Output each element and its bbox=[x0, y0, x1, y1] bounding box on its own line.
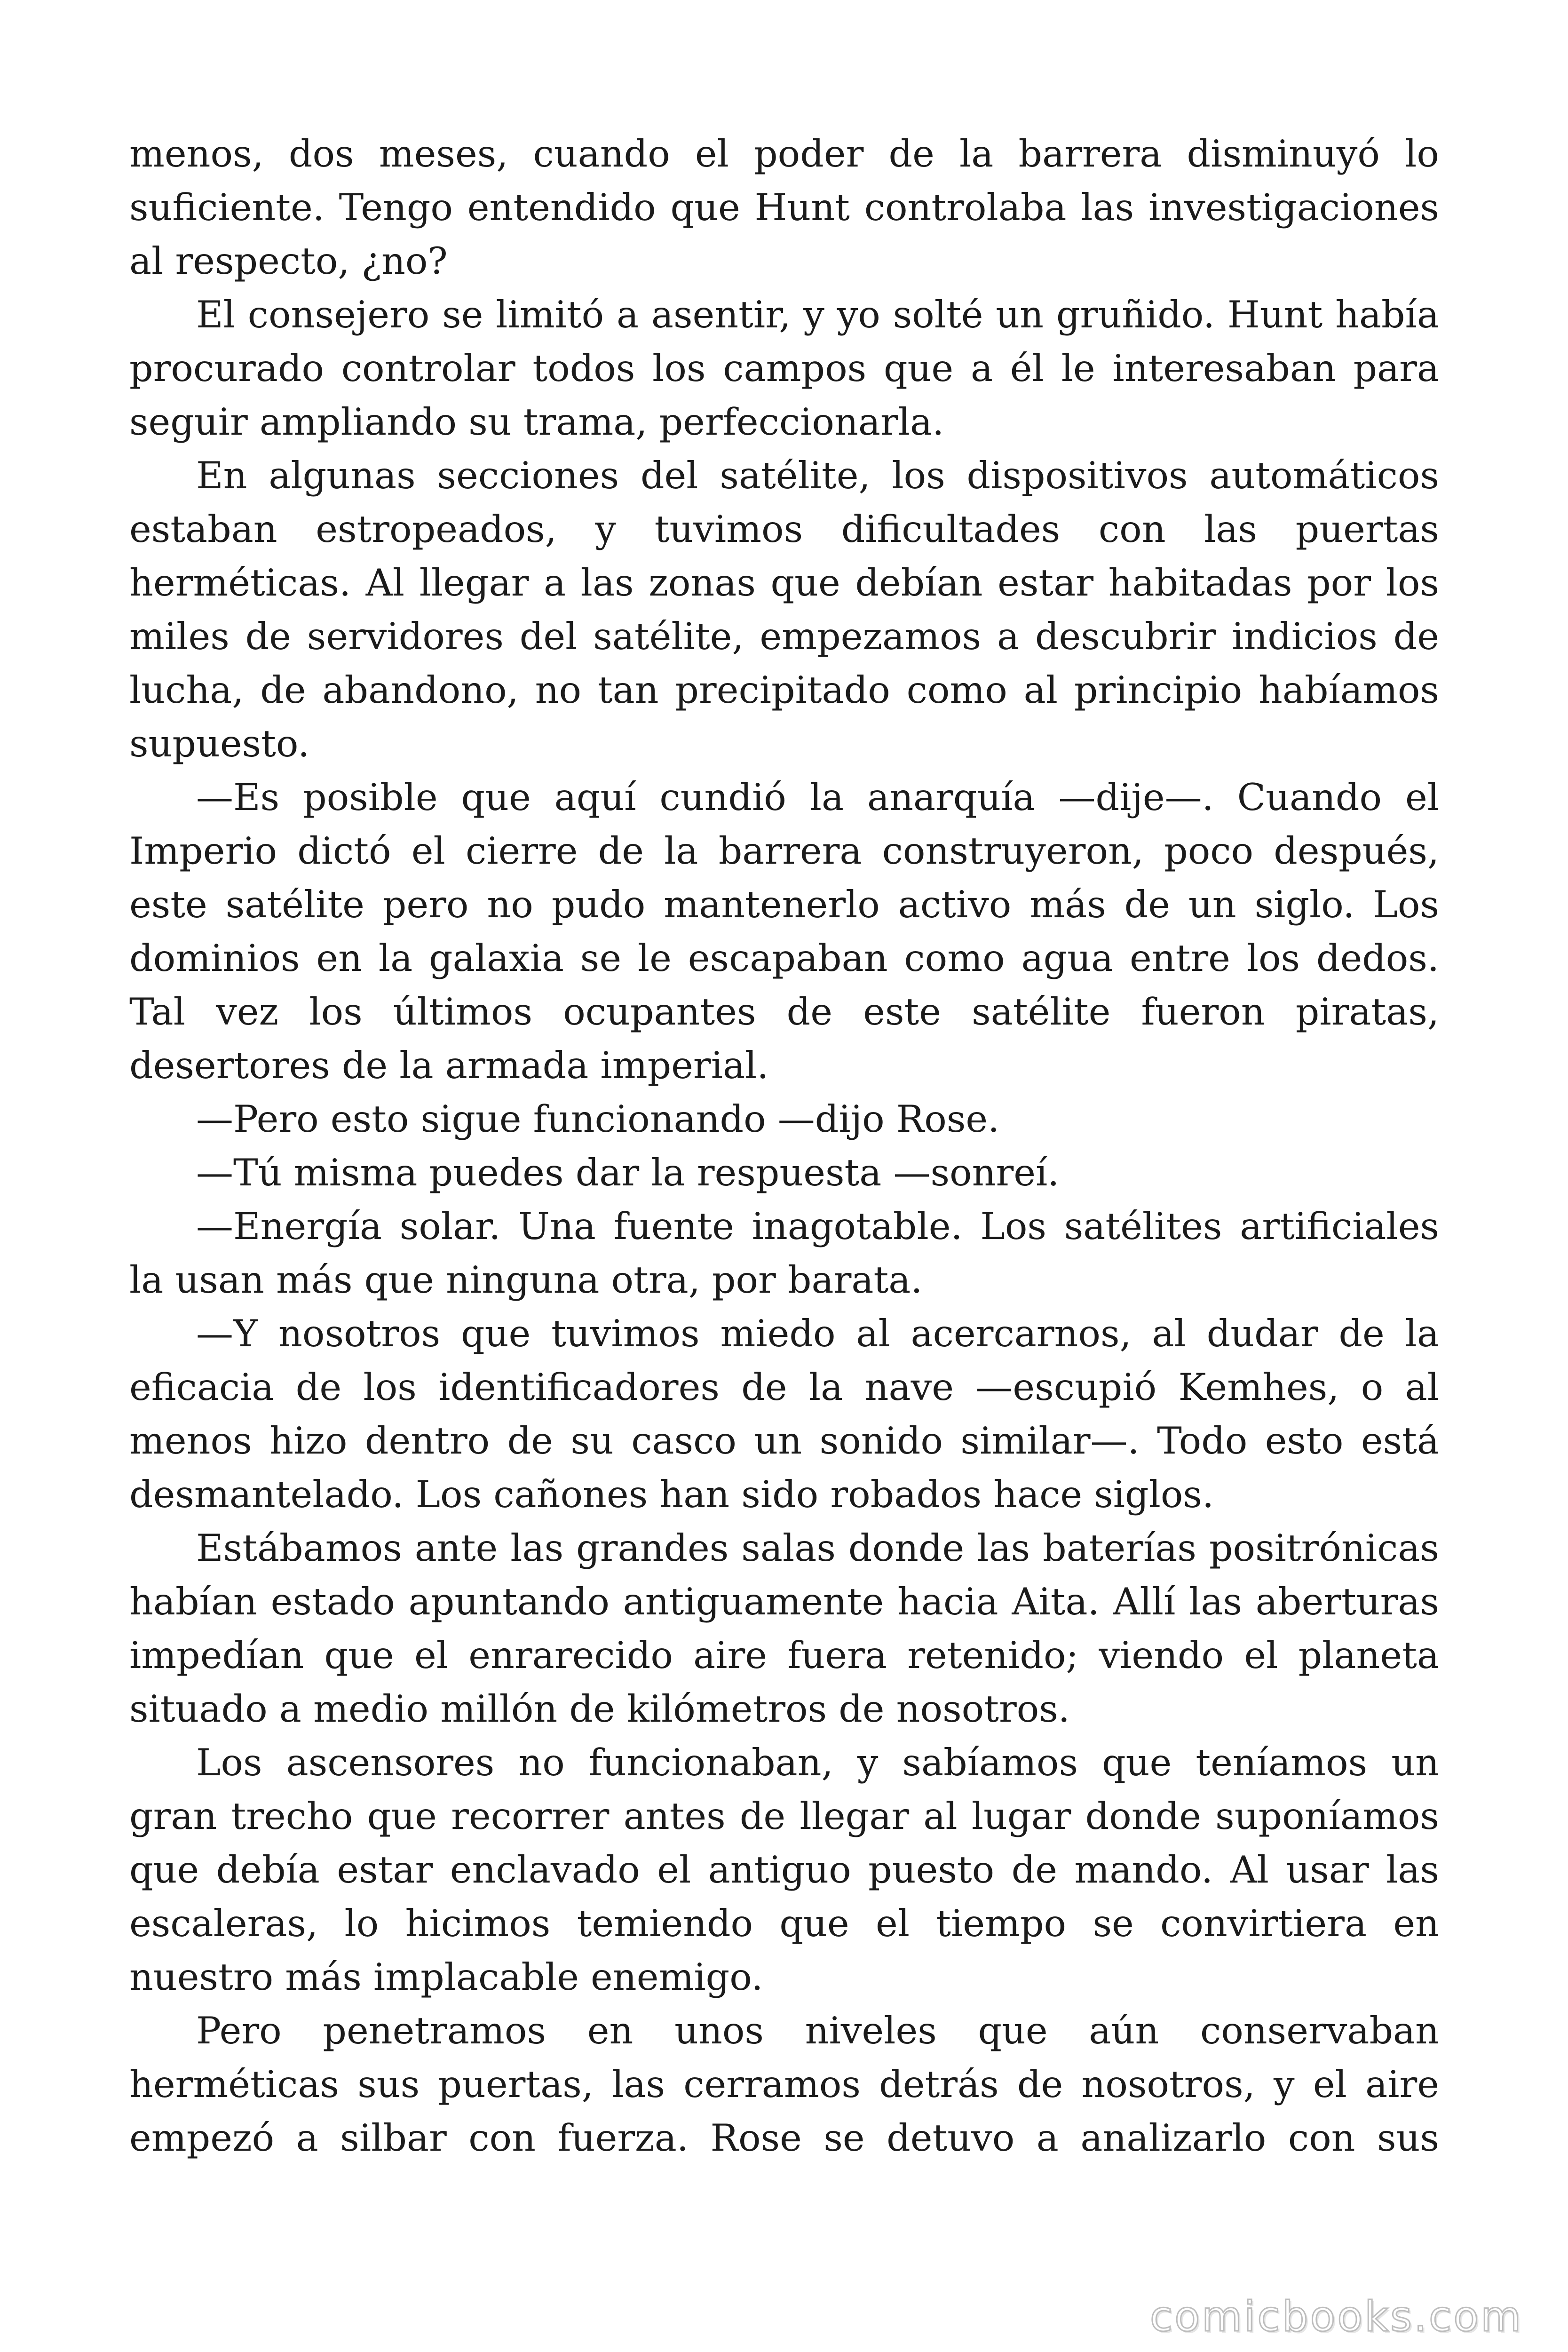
paragraph-8: —Y nosotros que tuvimos miedo al acercarnos, al dudar de la eficacia de los identificadores de la nave —escupió Kemhes, o al menos hizo dentro de su casco un sonido similar—. Todo esto está desmantelado. Los cañones han sido robados hace siglos. bbox=[129, 1312, 1439, 1516]
paragraph-9: Estábamos ante las grandes salas donde las baterías positrónicas habían estado apuntando antiguamente hacia Aita. Allí las aberturas impedían que el enrarecido aire fuera retenido; viendo el planeta situado a medio millón de kilómetros de nosotros. bbox=[129, 1526, 1439, 1731]
paragraph-1: menos, dos meses, cuando el poder de la barrera disminuyó lo suficiente. Tengo entendido que Hunt controlaba las investigaciones al respecto, ¿no? bbox=[129, 132, 1439, 283]
paragraph-2: El consejero se limitó a asentir, y yo solté un gruñido. Hunt había procurado controlar todos los campos que a él le interesaban para seguir ampliando su trama, perfeccionarla. bbox=[129, 293, 1439, 444]
watermark: comicbooks.com bbox=[1149, 2292, 1523, 2341]
paragraph-3: En algunas secciones del satélite, los dispositivos automáticos estaban estropeados, y tuvimos dificultades con las puertas herméticas. Al llegar a las zonas que debían estar habitadas por los miles de servidores del satélite, empezamos a descubrir indicios de lucha, de abandono, no tan precipitado como al principio habíamos supuesto. bbox=[129, 454, 1439, 765]
paragraph-5: —Pero esto sigue funcionando —dijo Rose. bbox=[196, 1097, 1000, 1141]
book-page-text bbox=[129, 127, 1439, 2165]
paragraph-10: Los ascensores no funcionaban, y sabíamos que teníamos un gran trecho que recorrer antes de llegar al lugar donde suponíamos que debía estar enclavado el antiguo puesto de mando. Al usar las escaleras, lo hicimos temiendo que el tiempo se convirtiera en nuestro más implacable enemigo. bbox=[129, 1741, 1439, 1999]
paragraph-7: —Energía solar. Una fuente inagotable. Los satélites artificiales la usan más que ninguna otra, por barata. bbox=[129, 1205, 1439, 1302]
paragraph-11: Pero penetramos en unos niveles que aún conservaban herméticas sus puertas, las cerramos detrás de nosotros, y el aire empezó a silbar con fuerza. Rose se detuvo a analizarlo con sus bbox=[129, 2009, 1439, 2160]
paragraph-6: —Tú misma puedes dar la respuesta —sonreí. bbox=[196, 1151, 1060, 1194]
paragraph-4: —Es posible que aquí cundió la anarquía —dije—. Cuando el Imperio dictó el cierre de la barrera construyeron, poco después, este satélite pero no pudo mantenerlo activo más de un siglo. Los dominios en la galaxia se le escapaban como agua entre los dedos. Tal vez los últimos ocupantes de este satélite fueron piratas, desertores de la armada imperial. bbox=[129, 776, 1439, 1087]
